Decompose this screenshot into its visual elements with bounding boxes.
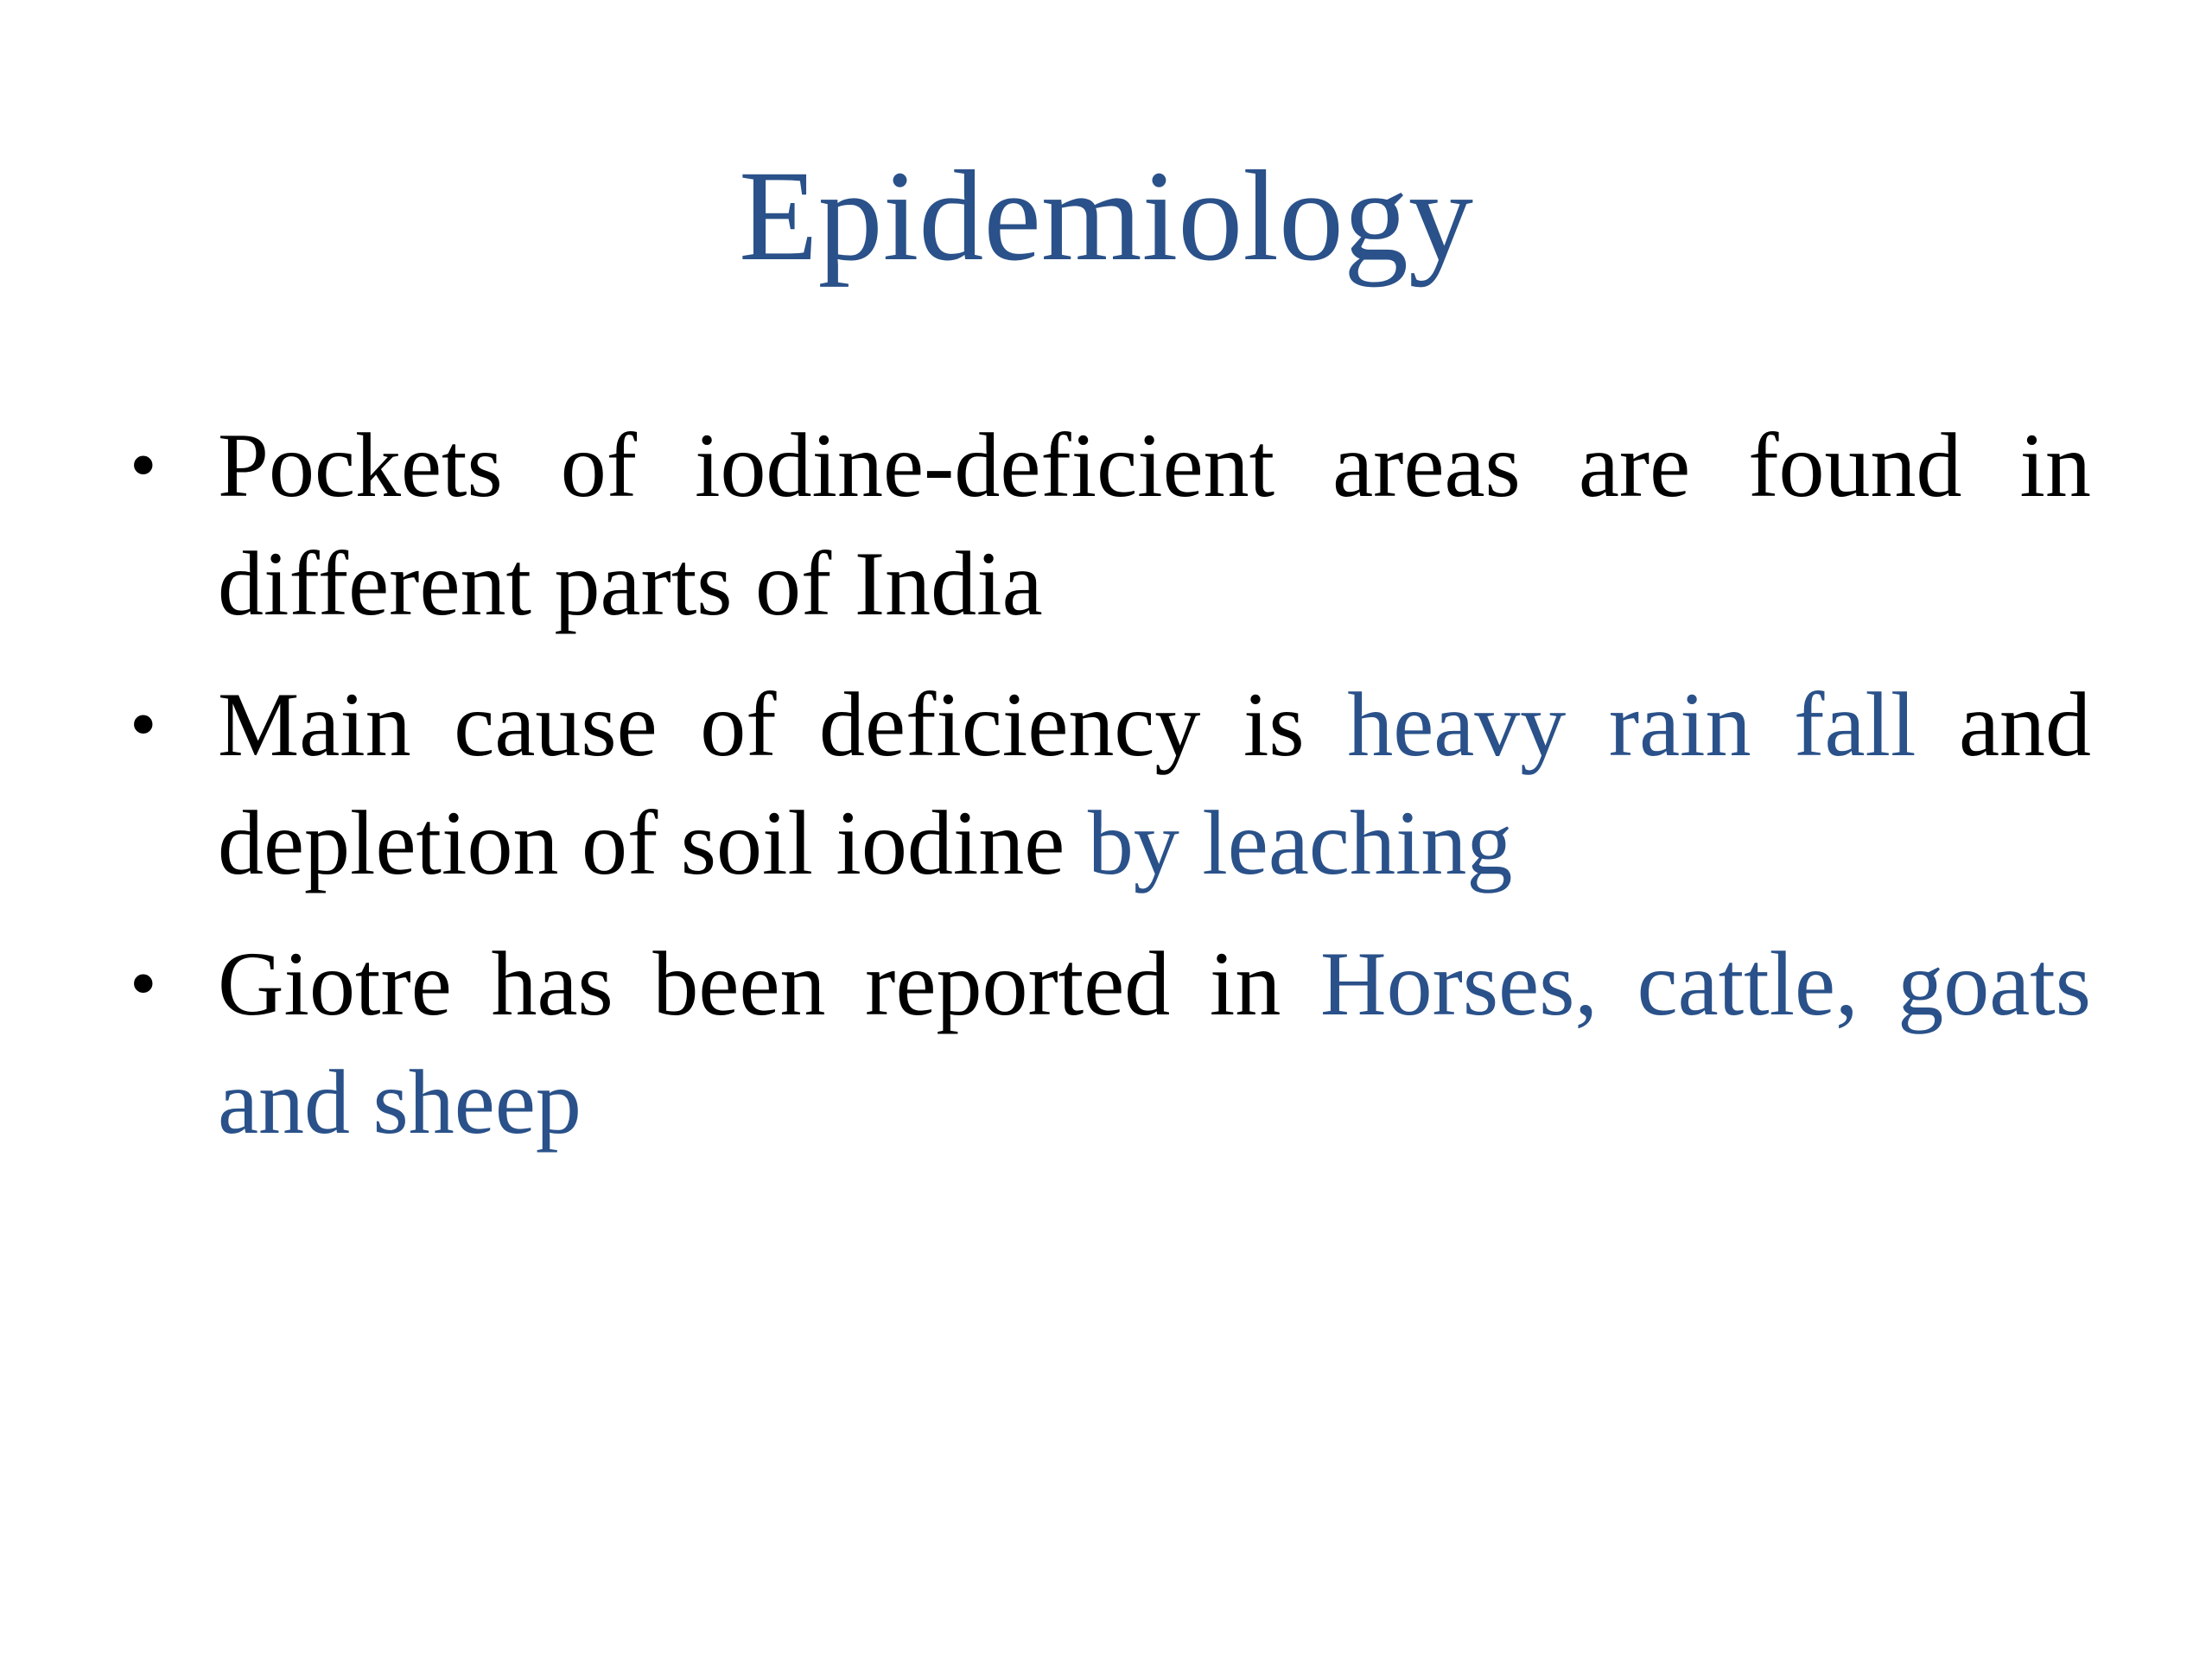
bullet-item-giotre-reported xyxy=(130,925,2091,1161)
bullet-list xyxy=(130,406,2091,1184)
bullet-text: Main cause of deficiency is xyxy=(218,674,1348,775)
bullet-text: Giotre has been reported in xyxy=(218,933,1321,1034)
bullet-item-iodine-areas xyxy=(130,406,2091,643)
slide-title: Epidemiology xyxy=(739,144,1473,288)
bullet-text: Pockets of iodine-deficient areas are found in different parts of India xyxy=(218,415,2091,634)
bullet-marker: • xyxy=(130,941,157,1027)
bullet-item-deficiency-cause xyxy=(130,665,2091,902)
bullet-text: and depletion of soil iodine xyxy=(218,674,2091,893)
bullet-marker: • xyxy=(130,423,157,508)
bullet-marker: • xyxy=(130,682,157,767)
highlighted-text: heavy rain fall xyxy=(1347,674,1916,775)
highlighted-text: Horses, cattle, goats and sheep xyxy=(218,933,2091,1153)
highlighted-text: by leaching xyxy=(1087,792,1513,893)
